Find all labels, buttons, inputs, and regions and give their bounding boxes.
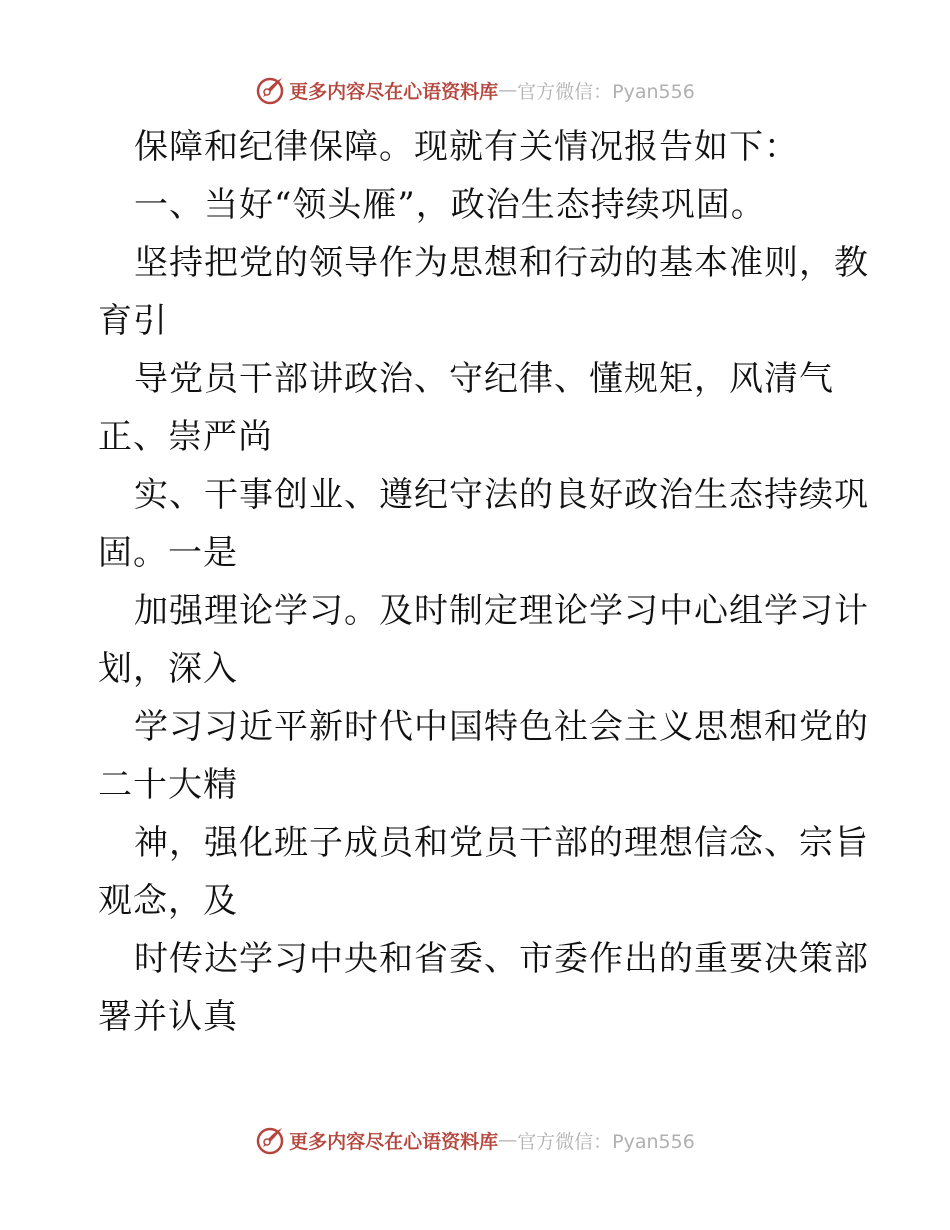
body-line: 署并认真 (98, 997, 238, 1037)
body-line: 划，深入 (98, 649, 238, 689)
body-line: 学习习近平新时代中国特色社会主义思想和党的 (134, 707, 869, 747)
body-line: 坚持把党的领导作为思想和行动的基本准则，教 (134, 243, 869, 283)
body-line: 正、崇严尚 (98, 417, 273, 457)
body-line: 时传达学习中央和省委、市委作出的重要决策部 (134, 939, 869, 979)
quill-logo-icon (255, 1125, 285, 1155)
banner-wechat-text: 官方微信：Pyan556 (517, 1130, 695, 1153)
body-line: 二十大精 (98, 765, 238, 805)
body-line: 神，强化班子成员和党员干部的理想信念、宗旨 (134, 823, 869, 863)
banner-main-text: 更多内容尽在心语资料库 (289, 1130, 499, 1153)
section-heading: 一、当好“领头雁”，政治生态持续巩固。 (134, 185, 766, 225)
body-line: 实、干事创业、遵纪守法的良好政治生态持续巩 (134, 475, 869, 515)
banner-dash: — (498, 1129, 518, 1151)
body-line: 保障和纪律保障。现就有关情况报告如下： (134, 127, 799, 167)
banner-dash: — (498, 79, 518, 101)
banner-wechat-text: 官方微信：Pyan556 (517, 80, 695, 103)
document-body (98, 118, 869, 1046)
body-line: 固。一是 (98, 533, 238, 573)
body-line: 导党员干部讲政治、守纪律、懂规矩，风清气 (134, 359, 834, 399)
body-line: 加强理论学习。及时制定理论学习中心组学习计 (134, 591, 869, 631)
body-line: 育引 (98, 301, 168, 341)
footer-banner (0, 1120, 950, 1160)
quill-logo-icon (255, 75, 285, 105)
header-banner (0, 70, 950, 110)
banner-main-text: 更多内容尽在心语资料库 (289, 80, 499, 103)
body-line: 观念，及 (98, 881, 238, 921)
